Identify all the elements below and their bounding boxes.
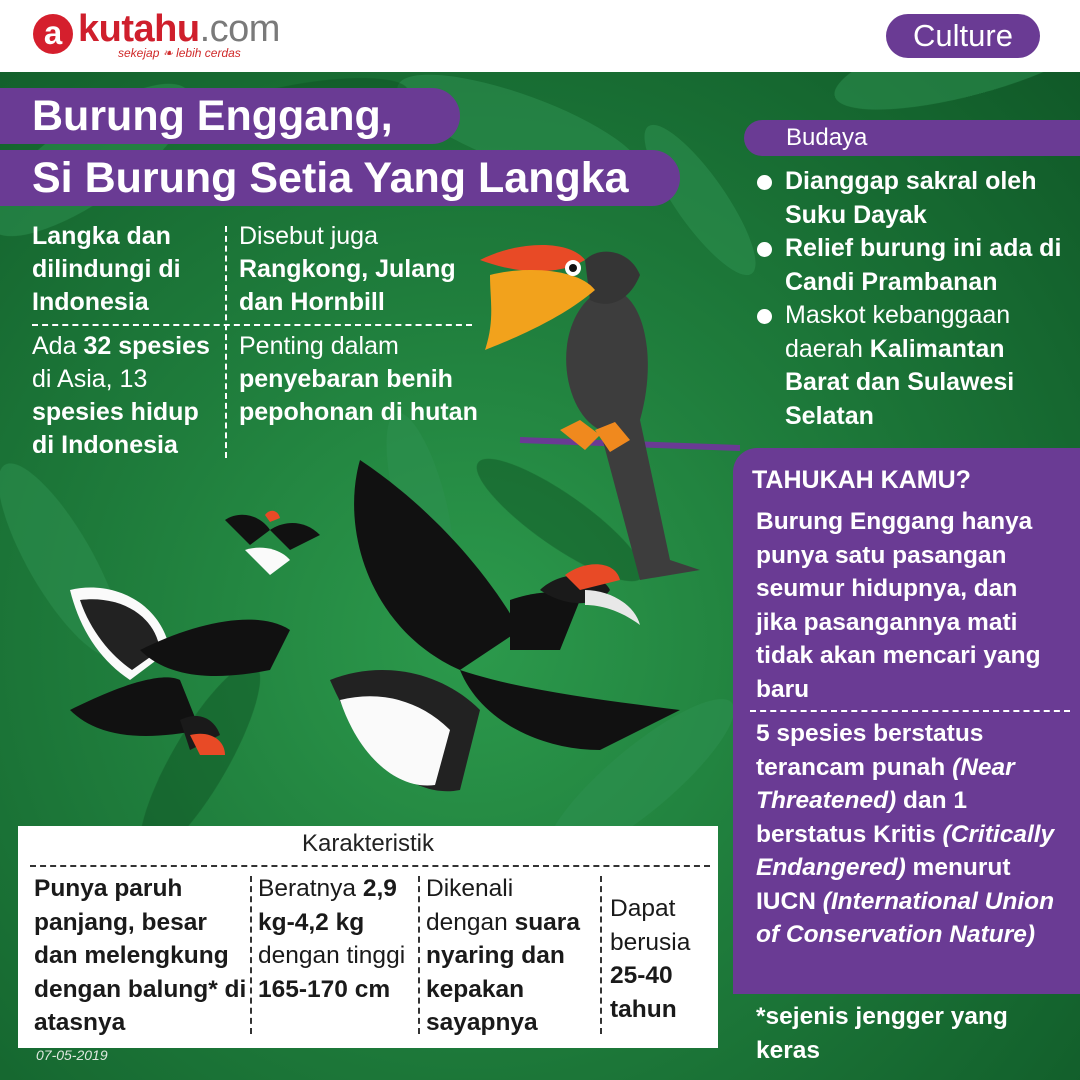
category-badge[interactable]: Culture <box>886 14 1040 58</box>
col-divider-2 <box>418 876 420 1034</box>
did-you-know-text-2: 5 spesies berstatus terancam punah (Near Threatened) dan 1 berstatus Kritis (Critically Endangered) menurut IUCN (International Union of Conservation Nature) <box>756 720 1055 948</box>
logo-text[interactable]: kutahu.com <box>78 8 280 50</box>
budaya-item: Relief burung ini ada di Candi Prambanan <box>755 232 1075 299</box>
col-divider-3 <box>600 876 602 1034</box>
title-line-1: Burung Enggang, <box>0 88 460 144</box>
fact-spesies: Ada 32 spesies di Asia, 13 spesies hidup di Indonesia <box>32 332 210 459</box>
logo-mark: a <box>33 14 73 54</box>
karakteristik-col-3: Dikenali dengan suara nyaring dan kepakan sayapnya <box>426 875 580 1036</box>
budaya-list <box>755 165 1075 433</box>
col-divider-1 <box>250 876 252 1034</box>
karakteristik-heading: Karakteristik <box>301 830 435 857</box>
publish-date: 07-05-2019 <box>36 1047 108 1063</box>
did-you-know-divider <box>750 710 1070 712</box>
budaya-item: Maskot kebanggaan daerah Kalimantan Barat dan Sulawesi Selatan <box>755 299 1075 433</box>
footnote: *sejenis jengger yang keras <box>756 1003 1008 1064</box>
flying-hornbill-left <box>70 588 290 756</box>
perched-hornbill <box>480 245 700 580</box>
budaya-header: Budaya <box>744 120 1080 156</box>
karakteristik-col-1: Punya paruh panjang, besar dan melengkung dengan balung* di atasnya <box>34 875 247 1036</box>
fact-disebut: Disebut juga Rangkong, Julang dan Hornbill <box>239 222 456 316</box>
fact-langka: Langka dan dilindungi di Indonesia <box>32 222 181 316</box>
karakteristik-divider <box>30 865 710 867</box>
karakteristik-col-2: Beratnya 2,9 kg-4,2 kg dengan tinggi 165-170 cm <box>258 875 406 1003</box>
flying-hornbill-small <box>225 511 320 575</box>
did-you-know-heading: TAHUKAH KAMU? <box>752 466 971 494</box>
hornbill-illustration <box>40 230 740 830</box>
budaya-item: Dianggap sakral oleh Suku Dayak <box>755 165 1075 232</box>
karakteristik-col-4: Dapat berusia 25-40 tahun <box>610 895 691 1023</box>
did-you-know-text-1: Burung Enggang hanya punya satu pasangan seumur hidupnya, dan jika pasangannya mati tidak akan mencari yang baru <box>756 508 1041 703</box>
title-line-2: Si Burung Setia Yang Langka <box>0 150 680 206</box>
fact-penting: Penting dalam penyebaran benih pepohonan di hutan <box>239 332 478 426</box>
logo-tagline: sekejap ❧ lebih cerdas <box>118 46 241 60</box>
